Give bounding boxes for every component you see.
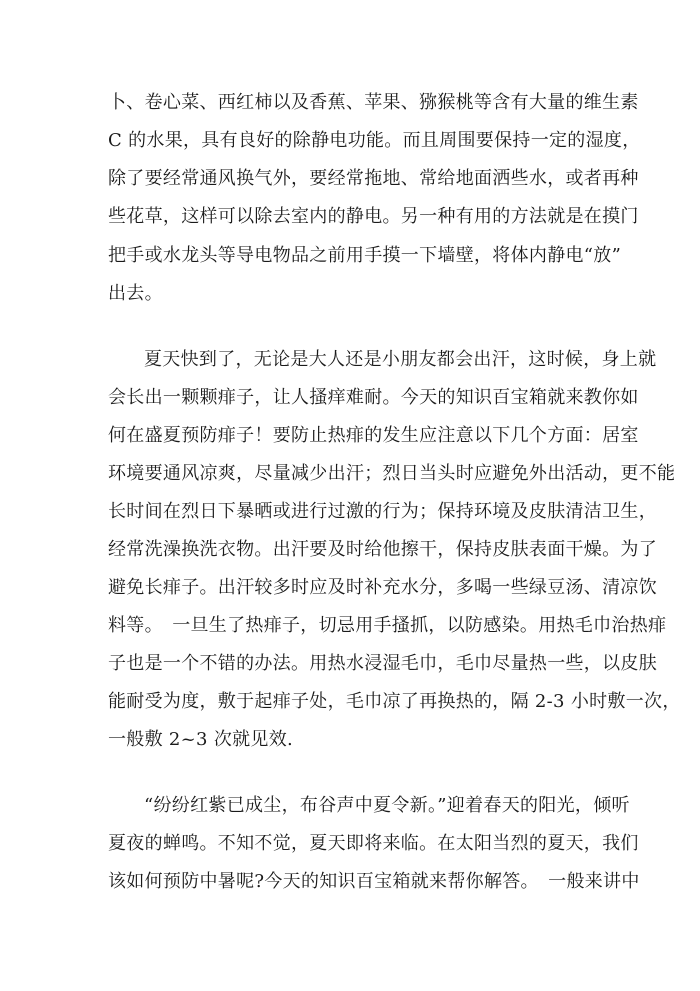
text-line: 出去。 xyxy=(108,283,163,304)
text-line: “纷纷红紫已成尘，布谷声中夏令新。”迎着春天的阳光，倾听 xyxy=(144,795,630,816)
text-line: 料等。 一旦生了热痱子，切忌用手搔抓，以防感染。用热毛巾治热痱 xyxy=(108,615,667,636)
text-line: C 的水果，具有良好的除静电功能。而且周围要保持一定的湿度， xyxy=(108,130,641,151)
text-line: 些花草，这样可以除去室内的静电。另一种有用的方法就是在摸门 xyxy=(108,206,639,227)
text-line: 经常洗澡换洗衣物。出汗要及时给他擦干，保持皮肤表面干燥。为了 xyxy=(108,539,657,560)
text-line: 避免长痱子。出汗较多时应及时补充水分，多喝一些绿豆汤、清凉饮 xyxy=(108,577,657,598)
text-line: 一般敷 2~3 次就见效. xyxy=(108,729,294,750)
text-line: 该如何预防中暑呢?今天的知识百宝箱就来帮你解答。 一般来讲中 xyxy=(108,871,640,892)
text-line: 环境要通风凉爽，尽量减少出汗；烈日当头时应避免外出活动，更不能 xyxy=(108,463,676,484)
text-line: 会长出一颗颗痱子，让人搔痒难耐。今天的知识百宝箱就来教你如 xyxy=(108,387,639,408)
text-line: 长时间在烈日下暴晒或进行过激的行为；保持环境及皮肤清洁卫生， xyxy=(108,501,657,522)
text-line: 子也是一个不错的办法。用热水浸湿毛巾，毛巾尽量热一些，以皮肤 xyxy=(108,653,657,674)
text-line: 能耐受为度，敷于起痱子处，毛巾凉了再换热的，隔 2-3 小时敷一次， xyxy=(108,691,681,712)
text-line: 把手或水龙头等导电物品之前用手摸一下墙壁，将体内静电“放” xyxy=(108,245,622,266)
text-line: 卜、卷心菜、西红柿以及香蕉、苹果、猕猴桃等含有大量的维生素 xyxy=(108,92,639,113)
text-line: 夏夜的蝉鸣。不知不觉，夏天即将来临。在太阳当烈的夏天，我们 xyxy=(108,833,639,854)
text-line: 夏天快到了，无论是大人还是小朋友都会出汗，这时候，身上就 xyxy=(144,349,657,370)
text-line: 何在盛夏预防痱子！要防止热痱的发生应注意以下几个方面：居室 xyxy=(108,425,639,446)
text-line: 除了要经常通风换气外，要经常拖地、常给地面洒些水，或者再种 xyxy=(108,168,639,189)
